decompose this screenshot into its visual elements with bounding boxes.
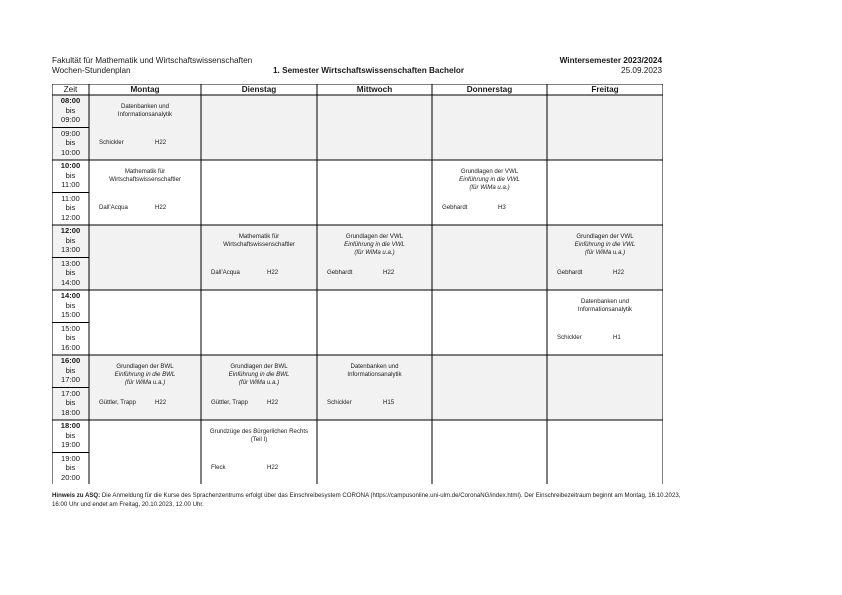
lecture-entry (201, 420, 317, 485)
lecturer-name: Dall'Acqua (99, 204, 128, 211)
room-label: H22 (267, 464, 279, 471)
timetable (52, 84, 663, 484)
room-label: H15 (383, 399, 395, 406)
lecturer-name: Schickler (99, 139, 124, 146)
lecture-entry (201, 225, 317, 290)
asq-note-label: Hinweis zu ASQ: (52, 492, 101, 499)
plan-date: 25.09.2023 (621, 66, 662, 75)
asq-note (52, 491, 692, 509)
time-slot: 17:00 bis 18:00 (60, 388, 80, 417)
lecturer-name: Gebhardt (557, 269, 583, 276)
room-label: H22 (267, 399, 279, 406)
lecturer-name: Güttler, Trapp (211, 399, 248, 406)
lecturer-name: Güttler, Trapp (99, 399, 136, 406)
plan-type: Wochen-Stundenplan (52, 66, 131, 75)
column-header-dienstag: Dienstag (241, 85, 277, 94)
time-slot: 14:00 bis 15:00 (60, 291, 81, 320)
lecture-title: Datenbanken und Informationsanalytik (117, 103, 173, 118)
time-slot: 09:00 bis 10:00 (60, 128, 80, 157)
lecturer-name: Dall'Acqua (211, 269, 240, 276)
lecturer-name: Gebhardt (327, 269, 353, 276)
time-slot: 19:00 bis 20:00 (60, 453, 80, 482)
column-header-montag: Montag (130, 85, 160, 94)
room-label: H1 (613, 334, 621, 341)
lecture-title: Grundlagen der VWL Einführung in die VWL (für WiMa u.a.) (344, 233, 405, 256)
time-slot: 16:00 bis 17:00 (60, 356, 81, 385)
lecture-entry (547, 290, 663, 355)
asq-note-text: Die Anmeldung für die Kurse des Sprachenzentrums erfolgt über das Einschreibesystem CORONA (https://campusonline.uni-ulm.de/CoronaNG/index.html). Der Einschreibezeitraum beginnt am Montag, 16.10.2023, 16:00 Uhr und endet am Freitag, 20.10.2023, 12.00 Uhr. (52, 492, 681, 508)
semester-label: Wintersemester 2023/2024 (559, 56, 662, 65)
lecturer-name: Schickler (327, 399, 352, 406)
column-header-zeit: Zeit (63, 85, 78, 94)
lecture-entry (89, 355, 201, 420)
lecture-entry (317, 225, 432, 290)
lecture-title: Grundlagen der BWL Einführung in die BWL (für WiMa u.a.) (228, 363, 290, 386)
lecture-entry (201, 355, 317, 420)
column-header-freitag: Freitag (591, 85, 619, 94)
time-slot: 18:00 bis 19:00 (60, 421, 81, 450)
lecture-entry (547, 225, 663, 290)
lecture-title: Grundlagen der VWL Einführung in die VWL (für WiMa u.a.) (459, 168, 520, 191)
lecturer-name: Fleck (211, 464, 226, 471)
column-header-donnerstag: Donnerstag (466, 85, 513, 94)
time-slot: 13:00 bis 14:00 (60, 258, 80, 287)
room-label: H22 (383, 269, 395, 276)
lecture-title: Datenbanken und Informationsanalytik (347, 363, 402, 378)
lecturer-name: Schickler (557, 334, 582, 341)
room-label: H22 (155, 204, 167, 211)
time-slot: 15:00 bis 16:00 (60, 323, 80, 352)
lecture-title: Mathematik für Wirtschaftswissenschaftler (109, 168, 181, 183)
time-slot: 08:00 bis 09:00 (60, 96, 81, 125)
room-label: H22 (155, 139, 167, 146)
lecture-entry (317, 355, 432, 420)
lecture-entry (432, 160, 547, 225)
column-header-mittwoch: Mittwoch (356, 85, 393, 94)
lecture-title: Grundlagen der BWL Einführung in die BWL (für WiMa u.a.) (114, 363, 176, 386)
lecture-title: Datenbanken und Informationsanalytik (577, 298, 633, 313)
room-label: H22 (267, 269, 279, 276)
time-slot: 11:00 bis 12:00 (60, 193, 80, 222)
lecturer-name: Gebhardt (442, 204, 468, 211)
room-label: H22 (155, 399, 167, 406)
lecture-entry (89, 160, 201, 225)
program-title: 1. Semester Wirtschaftswissenschaften Bachelor (273, 66, 465, 75)
time-slot: 10:00 bis 11:00 (60, 161, 81, 190)
time-slot: 12:00 bis 13:00 (60, 226, 81, 255)
lecture-title: Grundlagen der VWL Einführung in die VWL (für WiMa u.a.) (574, 233, 636, 256)
lecture-title: Grundzüge des Bürgerlichen Rechts (Teil I) (209, 428, 309, 443)
lecture-entry (89, 95, 201, 160)
room-label: H22 (613, 269, 625, 276)
room-label: H3 (498, 204, 506, 211)
faculty-name: Fakultät für Mathematik und Wirtschaftswissenschaften (52, 56, 253, 65)
lecture-title: Mathematik für Wirtschaftswissenschaftler (223, 233, 295, 248)
